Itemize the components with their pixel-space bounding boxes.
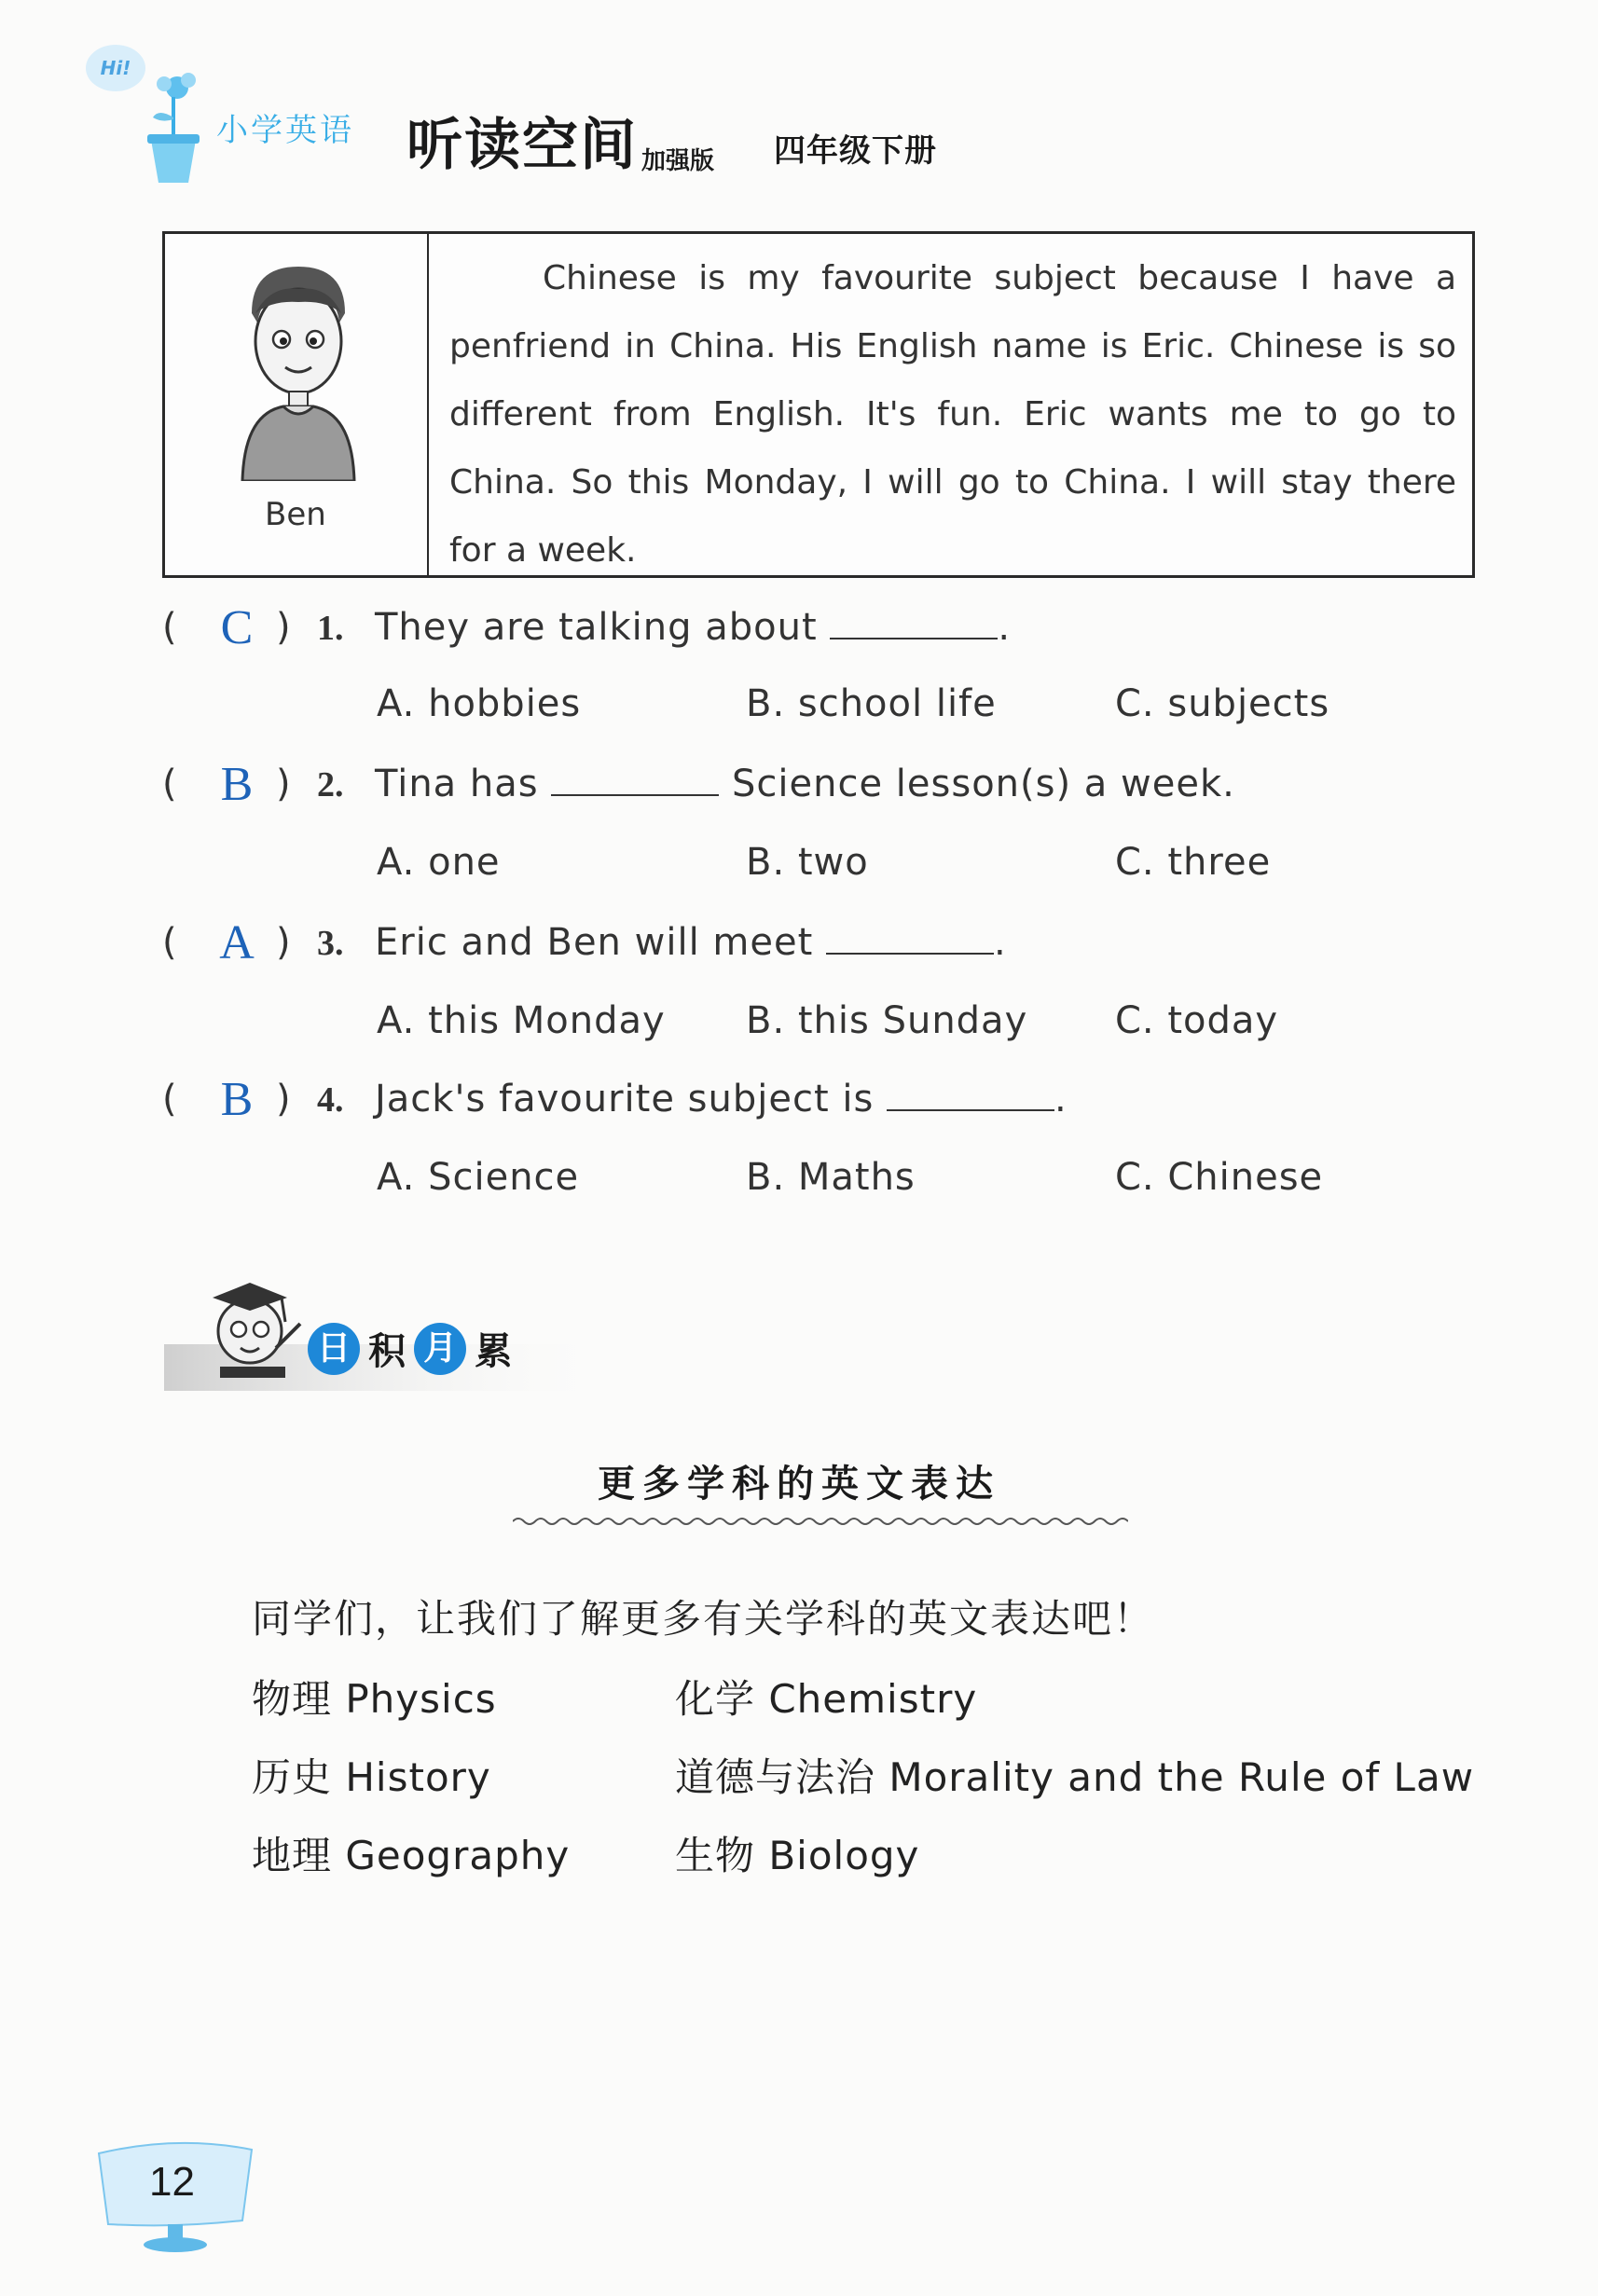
vocab-item: 物理 Physics: [252, 1676, 497, 1722]
vocab-item: 地理 Geography: [252, 1833, 571, 1878]
open-paren: (: [162, 606, 177, 649]
edition-label: 加强版: [641, 147, 715, 175]
vocab-item: 道德与法治 Morality and the Rule of Law: [675, 1754, 1475, 1800]
question-stem: Eric and Ben will meet: [375, 921, 826, 964]
label-char-month: 月: [414, 1323, 466, 1375]
question-stem: They are talking about: [375, 606, 831, 649]
question-number: 3.: [317, 924, 344, 963]
option-c: C. subjects: [1115, 682, 1330, 725]
answer-blank: [887, 1078, 1054, 1111]
question-end: Science lesson(s) a week.: [719, 763, 1235, 805]
question-3: [162, 916, 1467, 977]
flower-pot-icon: [140, 65, 205, 186]
answer-2: B: [220, 758, 254, 811]
book-title: 听读空间: [406, 113, 638, 178]
answer-blank: [551, 763, 719, 796]
question-text: [375, 606, 1011, 649]
answer-blank: [830, 606, 998, 639]
label-char-accumulate: 积: [368, 1330, 406, 1373]
question-end: .: [998, 606, 1012, 649]
label-char-gather: 累: [475, 1330, 513, 1373]
answer-blank: [826, 921, 994, 955]
section-title: 更多学科的英文表达: [598, 1463, 1000, 1505]
question-end: .: [993, 921, 1007, 964]
open-paren: (: [162, 921, 177, 964]
answer-1: C: [220, 601, 254, 654]
option-c: C. Chinese: [1115, 1156, 1324, 1199]
question-number: 2.: [317, 765, 344, 804]
label-char-day: 日: [308, 1323, 360, 1375]
close-paren: ): [276, 921, 291, 964]
answer-3: A: [219, 916, 255, 969]
person-name: Ben: [265, 496, 326, 533]
passage-divider: [427, 231, 429, 578]
option-c: C. today: [1115, 999, 1279, 1042]
answer-4: B: [220, 1073, 254, 1126]
question-text: [375, 1078, 1068, 1121]
vocab-item: 历史 History: [252, 1754, 491, 1800]
close-paren: ): [276, 606, 291, 649]
option-c: C. three: [1115, 841, 1272, 884]
option-b: B. this Sunday: [746, 999, 1028, 1042]
question-number: 4.: [317, 1080, 344, 1120]
open-paren: (: [162, 1078, 177, 1121]
question-end: .: [1054, 1078, 1068, 1121]
page-number: 12: [149, 2159, 195, 2205]
option-a: A. hobbies: [377, 682, 582, 725]
hi-badge: Hi!: [86, 45, 145, 91]
question-stem: Tina has: [375, 763, 552, 805]
series-name: 小学英语: [216, 112, 354, 149]
option-a: A. this Monday: [377, 999, 666, 1042]
option-b: B. Maths: [746, 1156, 916, 1199]
option-b: B. school life: [746, 682, 997, 725]
question-1: [162, 601, 1467, 662]
close-paren: ): [276, 1078, 291, 1121]
vocab-item: 化学 Chemistry: [675, 1676, 978, 1722]
option-b: B. two: [746, 841, 869, 884]
question-2: [162, 758, 1467, 818]
close-paren: ): [276, 763, 291, 805]
question-4: [162, 1073, 1467, 1134]
question-number: 1.: [317, 609, 344, 648]
grade-label: 四年级下册: [774, 132, 937, 170]
question-stem: Jack's favourite subject is: [375, 1078, 888, 1121]
vocab-item: 生物 Biology: [675, 1833, 920, 1878]
intro-text: 同学们，让我们了解更多有关学科的英文表达吧！: [252, 1596, 1155, 1642]
wavy-underline: [513, 1514, 1128, 1529]
question-text: [375, 763, 1235, 805]
boy-avatar-icon: [224, 257, 373, 481]
option-a: A. one: [377, 841, 501, 884]
section-label: [308, 1322, 516, 1373]
option-a: A. Science: [377, 1156, 580, 1199]
open-paren: (: [162, 763, 177, 805]
question-text: [375, 921, 1007, 964]
passage-text: Chinese is my favourite subject because I have a penfriend in China. His English name is Eric. Chinese is so different from English. It's fun. Eric wants me to go to China. So this Monday, I will go to China. I will stay there for a week.: [449, 259, 1456, 570]
